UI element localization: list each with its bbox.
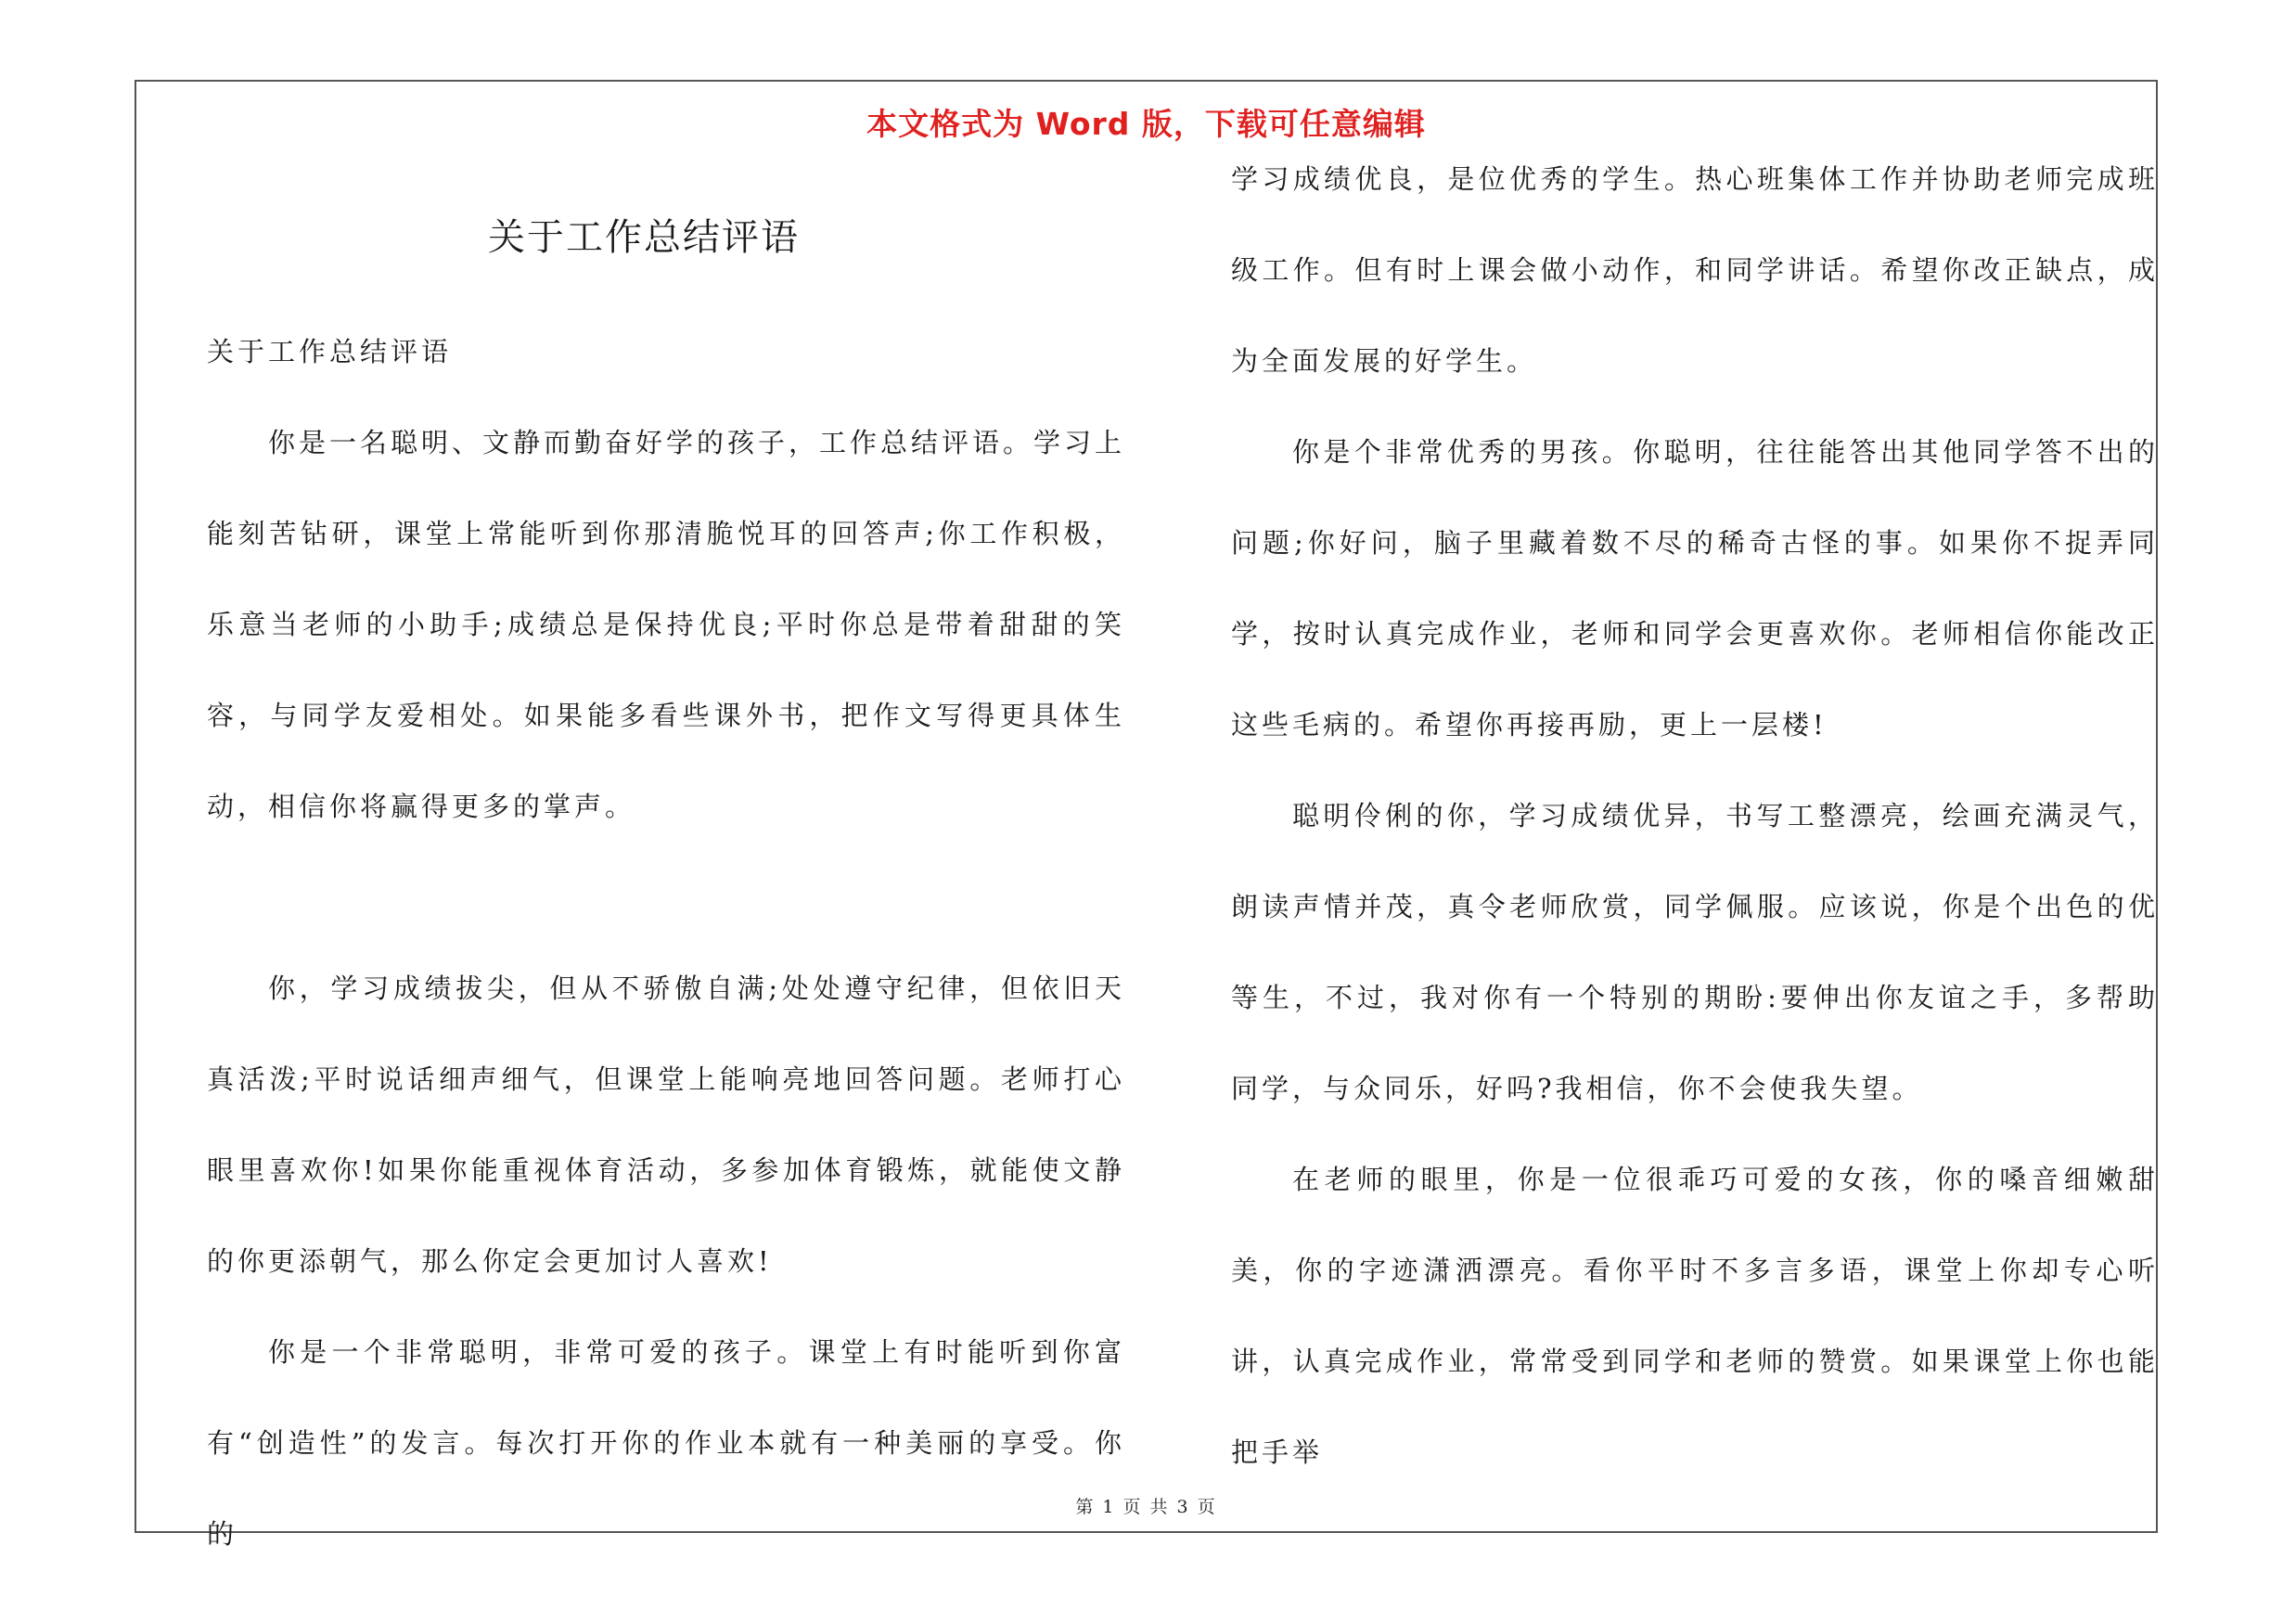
comment-paragraph: 你，学习成绩拔尖，但从不骄傲自满;处处遵守纪律，但依旧天真活泼;平时说话细声细气，但课堂上能响亮地回答问题。老师打心眼里喜欢你!如果你能重视体育活动，多参加体育锻炼，就能使文静的你更添朝气，那么你定会更加讨人喜欢! [207,973,1125,1277]
left-text-column [207,306,1125,1579]
comment-paragraph-continued: 学习成绩优良，是位优秀的学生。热心班集体工作并协助老师完成班级工作。但有时上课会做小动作，和同学讲话。希望你改正缺点，成为全面发展的好学生。 [1231,163,2159,377]
format-notice-banner: 本文格式为 Word 版，下载可任意编辑 [866,106,1426,142]
document-page [135,80,2159,1550]
document-title: 关于工作总结评语 [488,216,800,259]
comment-paragraph: 你是一名聪明、文静而勤奋好学的孩子，工作总结评语。学习上能刻苦钻研，课堂上常能听到你那清脆悦耳的回答声;你工作积极，乐意当老师的小助手;成绩总是保持优良;平时你总是带着甜甜的笑容，与同学友爱相处。如果能多看些课外书，把作文写得更具体生动，相信你将赢得更多的掌声。 [207,427,1126,822]
comment-paragraph: 在老师的眼里，你是一位很乖巧可爱的女孩，你的嗓音细嫩甜美，你的字迹潇洒漂亮。看你平时不多言多语，课堂上你却专心听讲，认真完成作业，常常受到同学和老师的赞赏。如果课堂上你也能把手举 [1231,1164,2159,1468]
page-number-footer: 第 1 页 共 3 页 [1075,1497,1217,1517]
comment-paragraph: 你是一个非常聪明，非常可爱的孩子。课堂上有时能听到你富有“创造性”的发言。每次打开你的作业本就有一种美丽的享受。你的 [207,1336,1125,1550]
subtitle-paragraph: 关于工作总结评语 [207,336,453,367]
comment-paragraph: 你是个非常优秀的男孩。你聪明，往往能答出其他同学答不出的问题;你好问，脑子里藏着数不尽的稀奇古怪的事。如果你不捉弄同学，按时认真完成作业，老师和同学会更喜欢你。老师相信你能改正这些毛病的。希望你再接再励，更上一层楼! [1231,436,2159,741]
comment-paragraph: 聪明伶俐的你，学习成绩优异，书写工整漂亮，绘画充满灵气，朗读声情并茂，真令老师欣赏，同学佩服。应该说，你是个出色的优等生，不过，我对你有一个特别的期盼:要伸出你友谊之手，多帮助同学，与众同乐，好吗?我相信，你不会使我失望。 [1231,800,2159,1104]
right-text-column [1231,134,2159,1498]
